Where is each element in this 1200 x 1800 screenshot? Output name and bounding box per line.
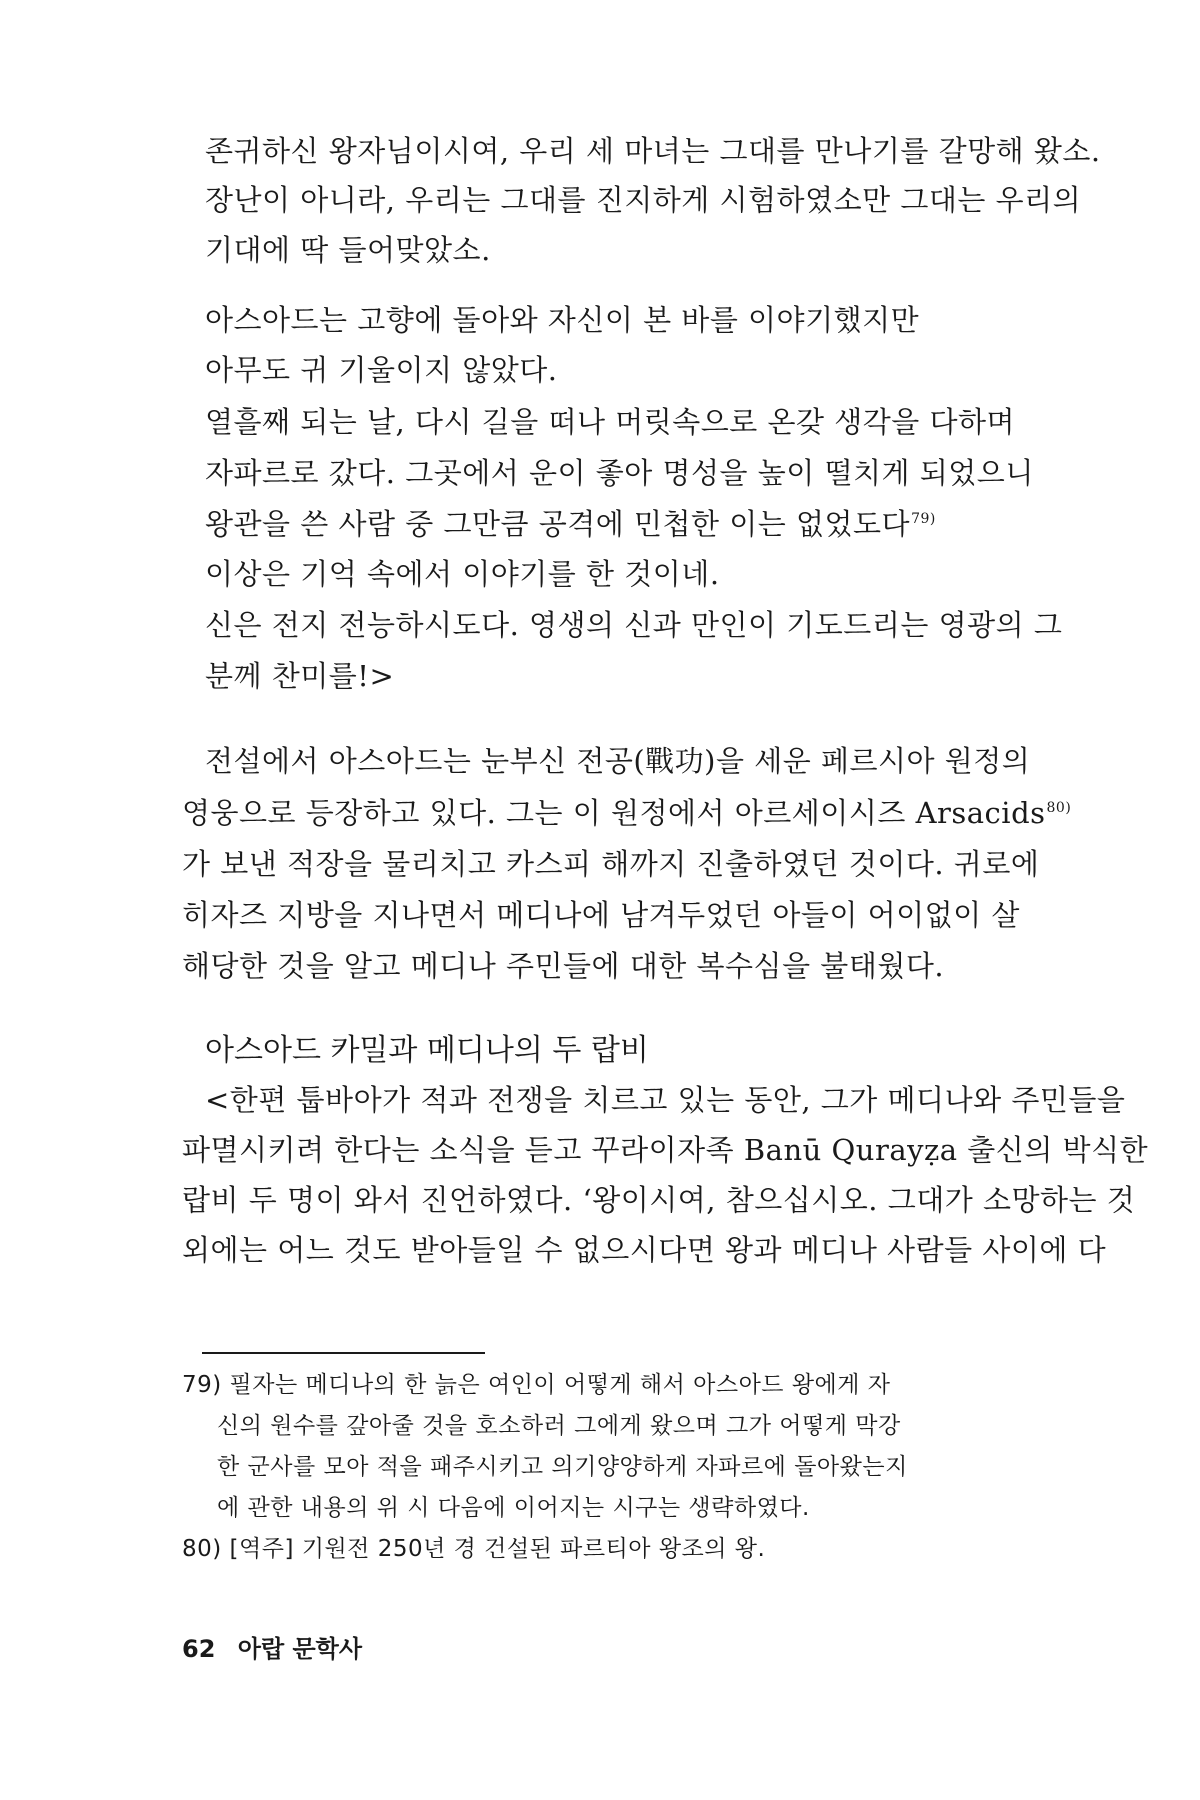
- quote2-line-7: 신은 전지 전능하시도다. 영생의 신과 만인이 기도드리는 영광의 그: [205, 608, 1063, 642]
- paragraph-line-4: 히자즈 지방을 지나면서 메디나에 남겨두었던 아들이 어이없이 살: [182, 898, 1020, 932]
- footnote-ref-79[interactable]: 79): [911, 511, 936, 528]
- section-line-2: 파멸시키려 한다는 소식을 듣고 꾸라이자족 Banū Qurayẓa 출신의 박식한: [182, 1133, 1149, 1167]
- quote2-line-6: 이상은 기억 속에서 이야기를 한 것이네.: [205, 557, 720, 591]
- section-line-3: 랍비 두 명이 와서 진언하였다. ‘왕이시여, 참으십시오. 그대가 소망하는 것: [182, 1183, 1136, 1217]
- paragraph-line-2: [182, 795, 1071, 831]
- running-title: 아랍 문학사: [237, 1635, 363, 1663]
- footnote-line-2: 신의 원수를 갚아줄 것을 호소하러 그에게 왔으며 그가 어떻게 막강: [217, 1413, 901, 1439]
- quote1-line-3: 기대에 딱 들어맞았소.: [205, 233, 491, 267]
- quote2-line-8: 분께 찬미를!>: [205, 659, 395, 693]
- quote2-line-2: 아무도 귀 기울이지 않았다.: [205, 353, 558, 387]
- footnote-line-1: 79) 필자는 메디나의 한 늙은 여인이 어떻게 해서 아스아드 왕에게 자: [182, 1372, 891, 1398]
- section-heading: 아스아드 카밀과 메디나의 두 랍비: [205, 1033, 649, 1068]
- page-folio: [182, 1634, 362, 1664]
- section-line-4: 외에는 어느 것도 받아들일 수 없으시다면 왕과 메디나 사람들 사이에 다: [182, 1233, 1107, 1267]
- footnote-line-3: 한 군사를 모아 적을 패주시키고 의기양양하게 자파르에 돌아왔는지: [217, 1454, 908, 1480]
- quote2-line-5: [205, 506, 936, 542]
- page-number: 62: [182, 1635, 216, 1663]
- quote2-line-3: 열흘째 되는 날, 다시 길을 떠나 머릿속으로 온갖 생각을 다하며: [205, 405, 1016, 439]
- paragraph-line-1: 전설에서 아스아드는 눈부신 전공(戰功)을 세운 페르시아 원정의: [205, 744, 1031, 778]
- quote2-line-4: 자파르로 갔다. 그곳에서 운이 좋아 명성을 높이 떨치게 되었으니: [205, 456, 1034, 490]
- footnote-ref-80[interactable]: 80): [1046, 800, 1072, 817]
- paragraph-line-5: 해당한 것을 알고 메디나 주민들에 대한 복수심을 불태웠다.: [182, 949, 945, 983]
- footnote-line-5: 80) [역주] 기원전 250년 경 건설된 파르티아 왕조의 왕.: [182, 1536, 766, 1562]
- paragraph-line-2-text: 영웅으로 등장하고 있다. 그는 이 원정에서 아르세이시즈 Arsacids: [182, 796, 1046, 830]
- footnote-divider: [202, 1352, 485, 1354]
- quote2-line-5-text: 왕관을 쓴 사람 중 그만큼 공격에 민첩한 이는 없었도다: [205, 507, 911, 541]
- quote2-line-1: 아스아드는 고향에 돌아와 자신이 본 바를 이야기했지만: [205, 303, 920, 337]
- quote1-line-1: 존귀하신 왕자님이시여, 우리 세 마녀는 그대를 만나기를 갈망해 왔소.: [205, 134, 1101, 168]
- footnote-line-4: 에 관한 내용의 위 시 다음에 이어지는 시구는 생략하였다.: [217, 1495, 810, 1521]
- quote1-line-2: 장난이 아니라, 우리는 그대를 진지하게 시험하였소만 그대는 우리의: [205, 183, 1082, 217]
- paragraph-line-3: 가 보낸 적장을 물리치고 카스피 해까지 진출하였던 것이다. 귀로에: [182, 847, 1040, 881]
- section-line-1: <한편 툽바아가 적과 전쟁을 치르고 있는 동안, 그가 메디나와 주민들을: [205, 1083, 1126, 1117]
